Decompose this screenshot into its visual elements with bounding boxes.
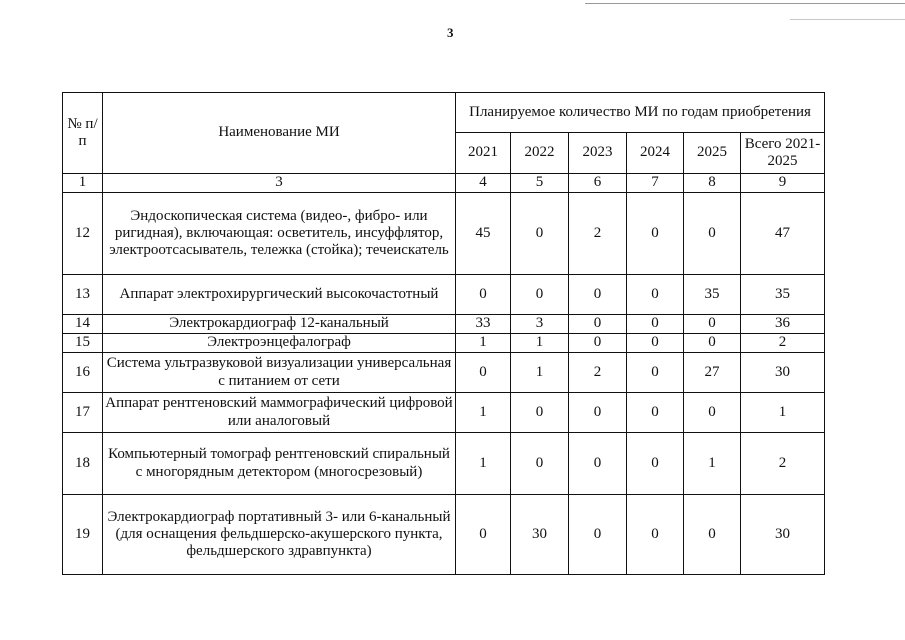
item-name: Электрокардиограф 12-канальный xyxy=(103,315,456,334)
column-number: 3 xyxy=(103,174,456,193)
total-value: 30 xyxy=(741,495,825,575)
year-value: 0 xyxy=(684,315,741,334)
row-number: 13 xyxy=(63,275,103,315)
column-number: 9 xyxy=(741,174,825,193)
total-value: 2 xyxy=(741,433,825,495)
header-year: 2022 xyxy=(511,133,569,174)
header-number: № п/п xyxy=(63,93,103,174)
year-value: 0 xyxy=(627,315,684,334)
column-number: 7 xyxy=(627,174,684,193)
column-number: 1 xyxy=(63,174,103,193)
table-row xyxy=(63,193,825,275)
item-name: Электроэнцефалограф xyxy=(103,334,456,353)
year-value: 27 xyxy=(684,353,741,393)
year-value: 0 xyxy=(684,393,741,433)
row-number: 16 xyxy=(63,353,103,393)
year-value: 0 xyxy=(627,353,684,393)
year-value: 0 xyxy=(511,433,569,495)
item-name: Электрокардиограф портативный 3- или 6-канальный (для оснащения фельдшерско-акушерского пункта, фельдшерского здравпункта) xyxy=(103,495,456,575)
year-value: 1 xyxy=(456,393,511,433)
year-value: 3 xyxy=(511,315,569,334)
table-row xyxy=(63,275,825,315)
total-value: 30 xyxy=(741,353,825,393)
scan-edge-line xyxy=(790,19,905,20)
year-value: 2 xyxy=(569,353,627,393)
year-value: 35 xyxy=(684,275,741,315)
total-value: 36 xyxy=(741,315,825,334)
item-name: Эндоскопическая система (видео-, фибро- или ригидная), включающая: осветитель, инсуффлятор, электроотсасыватель, тележка (стойка); течеискатель xyxy=(103,193,456,275)
year-value: 0 xyxy=(456,495,511,575)
year-value: 1 xyxy=(684,433,741,495)
year-value: 0 xyxy=(569,393,627,433)
header-year: 2024 xyxy=(627,133,684,174)
table-row xyxy=(63,495,825,575)
row-number: 17 xyxy=(63,393,103,433)
item-name: Аппарат электрохирургический высокочастотный xyxy=(103,275,456,315)
year-value: 0 xyxy=(684,495,741,575)
total-value: 1 xyxy=(741,393,825,433)
year-value: 1 xyxy=(456,433,511,495)
year-value: 33 xyxy=(456,315,511,334)
year-value: 0 xyxy=(627,275,684,315)
year-value: 0 xyxy=(684,334,741,353)
column-number: 8 xyxy=(684,174,741,193)
year-value: 0 xyxy=(627,334,684,353)
column-number: 4 xyxy=(456,174,511,193)
item-name: Компьютерный томограф рентгеновский спиральный с многорядным детектором (многосрезовый) xyxy=(103,433,456,495)
table-row xyxy=(63,315,825,334)
table-row xyxy=(63,353,825,393)
page-number: 3 xyxy=(447,25,454,40)
year-value: 0 xyxy=(511,193,569,275)
year-value: 0 xyxy=(627,193,684,275)
year-value: 1 xyxy=(511,334,569,353)
row-number: 15 xyxy=(63,334,103,353)
column-number: 5 xyxy=(511,174,569,193)
scan-edge-line xyxy=(585,3,905,4)
year-value: 0 xyxy=(456,275,511,315)
row-number: 12 xyxy=(63,193,103,275)
year-value: 0 xyxy=(569,495,627,575)
header-planned-quantity: Планируемое количество МИ по годам приобретения xyxy=(456,93,825,133)
header-year: 2025 xyxy=(684,133,741,174)
year-value: 0 xyxy=(569,334,627,353)
year-value: 1 xyxy=(511,353,569,393)
year-value: 0 xyxy=(569,315,627,334)
year-value: 0 xyxy=(627,393,684,433)
year-value: 0 xyxy=(511,275,569,315)
item-name: Система ультразвуковой визуализации универсальная с питанием от сети xyxy=(103,353,456,393)
year-value: 0 xyxy=(684,193,741,275)
year-value: 0 xyxy=(569,275,627,315)
total-value: 2 xyxy=(741,334,825,353)
column-number: 6 xyxy=(569,174,627,193)
table-row xyxy=(63,334,825,353)
header-name: Наименование МИ xyxy=(103,93,456,174)
year-value: 1 xyxy=(456,334,511,353)
year-value: 0 xyxy=(456,353,511,393)
item-name: Аппарат рентгеновский маммографический цифровой или аналоговый xyxy=(103,393,456,433)
header-year: 2021 xyxy=(456,133,511,174)
year-value: 0 xyxy=(627,433,684,495)
year-value: 0 xyxy=(569,433,627,495)
header-year: 2023 xyxy=(569,133,627,174)
table-row xyxy=(63,433,825,495)
year-value: 0 xyxy=(627,495,684,575)
row-number: 14 xyxy=(63,315,103,334)
row-number: 19 xyxy=(63,495,103,575)
total-value: 47 xyxy=(741,193,825,275)
header-total: Всего 2021-2025 xyxy=(741,133,825,174)
year-value: 45 xyxy=(456,193,511,275)
table-row xyxy=(63,393,825,433)
equipment-table xyxy=(62,92,825,575)
year-value: 30 xyxy=(511,495,569,575)
row-number: 18 xyxy=(63,433,103,495)
year-value: 0 xyxy=(511,393,569,433)
year-value: 2 xyxy=(569,193,627,275)
total-value: 35 xyxy=(741,275,825,315)
